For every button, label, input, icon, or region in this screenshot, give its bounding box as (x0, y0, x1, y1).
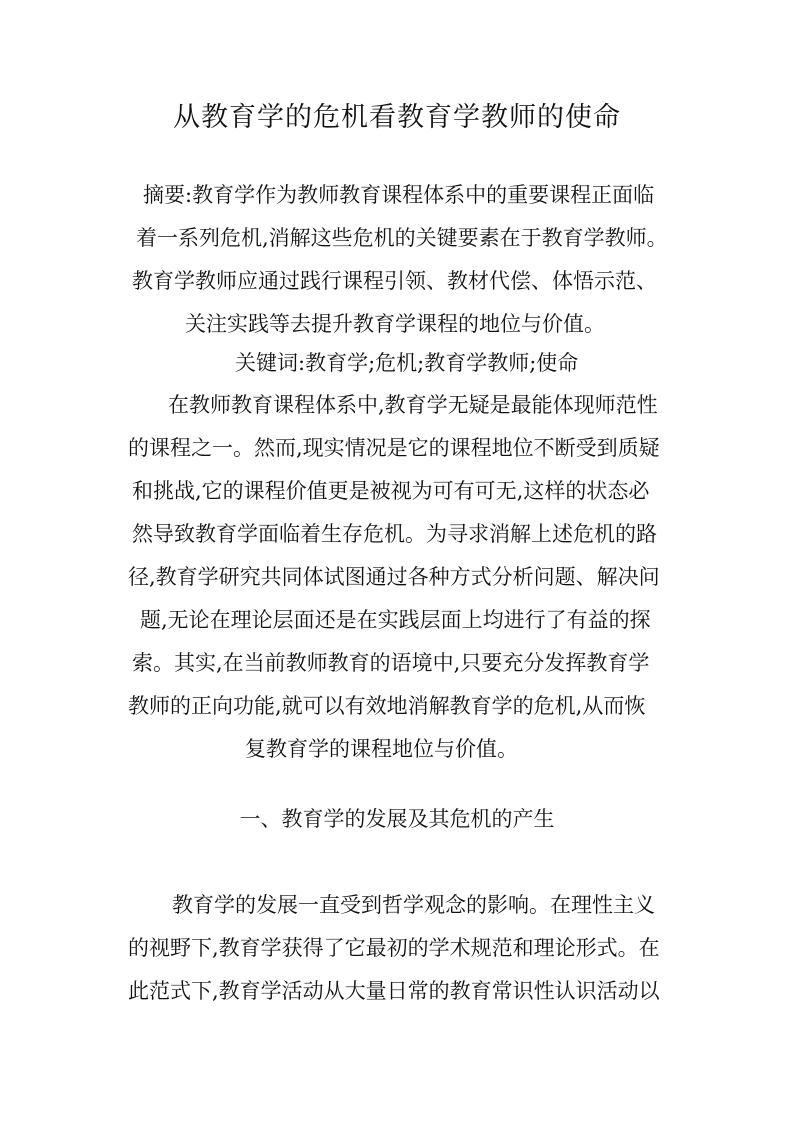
intro-line: 教师的正向功能,就可以有效地消解教育学的危机,从而恢 (128, 694, 646, 718)
abstract-line: 关注实践等去提升教育学课程的地位与价值。 (185, 312, 605, 336)
intro-line: 径,教育学研究共同体试图通过各种方式分析问题、解决问 (128, 565, 660, 589)
section-body-line: 此范式下,教育学活动从大量日常的教育常识性认识活动以 (128, 979, 660, 1003)
abstract-line: 摘要:教育学作为教师教育课程体系中的重要课程正面临 (143, 183, 655, 207)
intro-line: 复教育学的课程地位与价值。 (245, 737, 518, 761)
document-title: 从教育学的危机看教育学教师的使命 (173, 102, 621, 133)
intro-line: 索。其实,在当前教师教育的语境中,只要充分发挥教育学 (132, 651, 650, 675)
intro-line: 的课程之一。然而,现实情况是它的课程地位不断受到质疑 (128, 436, 660, 460)
abstract-line: 教育学教师应通过践行课程引领、教材代偿、体悟示范、 (132, 269, 657, 293)
section-body-line: 教育学的发展一直受到哲学观念的影响。在理性主义 (172, 893, 655, 917)
abstract-line: 着一系列危机,消解这些危机的关键要素在于教育学教师。 (136, 226, 668, 250)
intro-line: 然导致教育学面临着生存危机。为寻求消解上述危机的路 (132, 522, 657, 546)
section-heading: 一、教育学的发展及其危机的产生 (239, 807, 555, 831)
intro-line: 在教师教育课程体系中,教育学无疑是最能体现师范性 (168, 393, 658, 417)
section-body-line: 的视野下,教育学获得了它最初的学术规范和理论形式。在 (128, 936, 660, 960)
keywords-line: 关键词:教育学;危机;教育学教师;使命 (235, 351, 579, 375)
intro-line: 和挑战,它的课程价值更是被视为可有可无,这样的状态必 (132, 479, 650, 503)
intro-line: 题,无论在理论层面还是在实践层面上均进行了有益的探 (140, 608, 651, 632)
